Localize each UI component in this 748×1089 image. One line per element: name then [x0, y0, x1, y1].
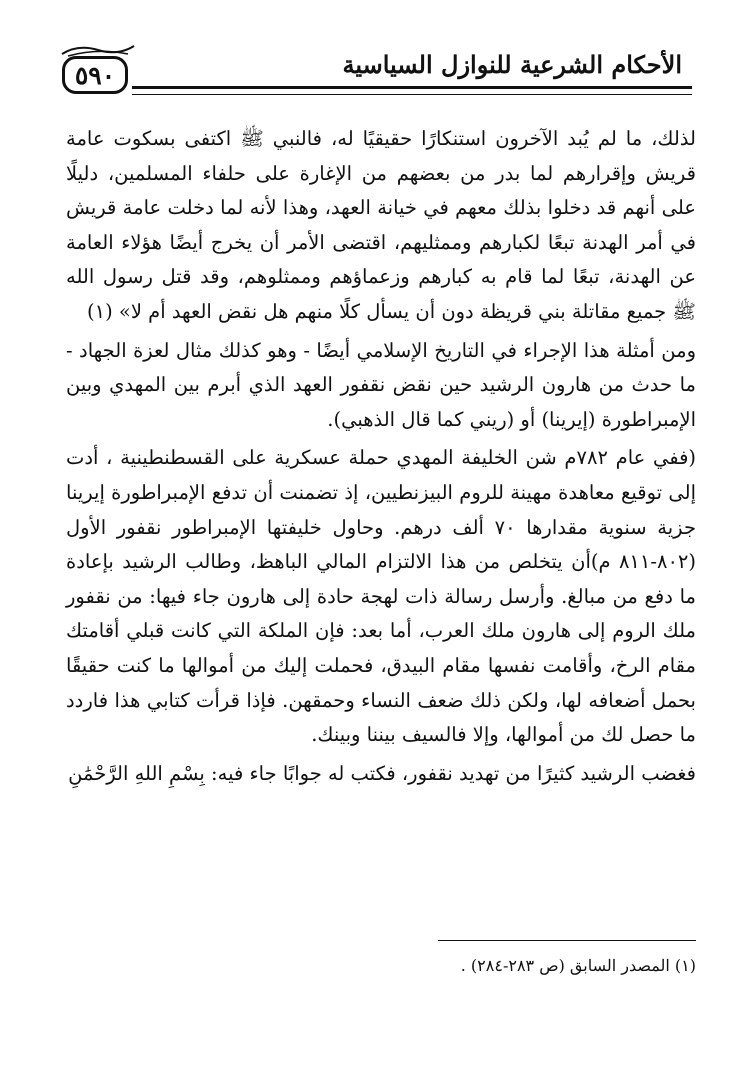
main-text [66, 122, 696, 791]
paragraph: (ففي عام ٧٨٢م شن الخليفة المهدي حملة عسكرية على القسطنطينية ، أدت إلى توقيع معاهدة مهينة للروم البيزنطيين، إذ تضمنت أن تدفع الإمبراطورة إيرينا جزية سنوية مقدارها ٧٠ ألف درهم. وحاول خليفتها الإمبراطور نقفور الأول (٨٠٢-٨١١ م)أن يتخلص من هذا الالتزام المالي الباهظ، وطالب الرشيد بإعادة ما دفع من مبالغ. وأرسل رسالة ذات لهجة حادة إلى هارون جاء فيها: من نقفور ملك الروم إلى هارون ملك العرب، أما بعد: فإن الملكة التي كانت قبلي أقامتك مقام الرخ، وأقامت نفسها مقام البيدق، فحملت إليك من أموالها ما كنت حقيقًا بحمل أضعافه لها، ولكن ذلك ضعف النساء وحمقهن. فإذا قرأت كتابي هذا فاردد ما حصل لك من أموالها، وإلا فالسيف بيننا وبينك. [66, 446, 696, 747]
page-number: ٥٩٠ [62, 56, 128, 94]
paragraph: فغضب الرشيد كثيرًا من تهديد نقفور، فكتب له جوابًا جاء فيه: بِسْمِ اللهِ الرَّحْمَٰنِ [68, 761, 696, 785]
paragraph: لذلك، ما لم يُبد الآخرون استنكارًا حقيقيًا له، فالنبي ﷺ اكتفى بسكوت عامة قريش وإقرارهم لما بدر من بعضهم من الإغارة على حلفاء المسلمين، دليلًا على أنهم قد دخلوا بذلك معهم في خيانة العهد، وهذا لأنه لما دخلت عامة قريش في أمر الهدنة تبعًا لكبارهم وممثليهم، اقتضى الأمر أن يخرج أيضًا هؤلاء العامة عن الهدنة، تبعًا لما قام به كبارهم وزعماؤهم وممثلوهم، وقد قتل رسول الله ﷺ جميع مقاتلة بني قريظة دون أن يسأل كلًا منهم هل نقض العهد أم لا» (١) [66, 127, 696, 323]
paragraph: ومن أمثلة هذا الإجراء في التاريخ الإسلامي أيضًا - وهو كذلك مثال لعزة الجهاد - ما حدث من هارون الرشيد حين نقض نقفور العهد الذي أبرم بين المهدي وبين الإمبراطورة (إيرينا) أو (ريني كما قال الذهبي). [66, 338, 696, 431]
footnote-separator [438, 940, 696, 941]
footnote: (١) المصدر السابق (ص ٢٨٣-٢٨٤) . [460, 956, 696, 975]
running-title: الأحكام الشرعية للنوازل السياسية [342, 50, 682, 79]
header-rule-thin [132, 94, 692, 95]
page-header [52, 42, 692, 104]
header-rule [132, 86, 692, 89]
